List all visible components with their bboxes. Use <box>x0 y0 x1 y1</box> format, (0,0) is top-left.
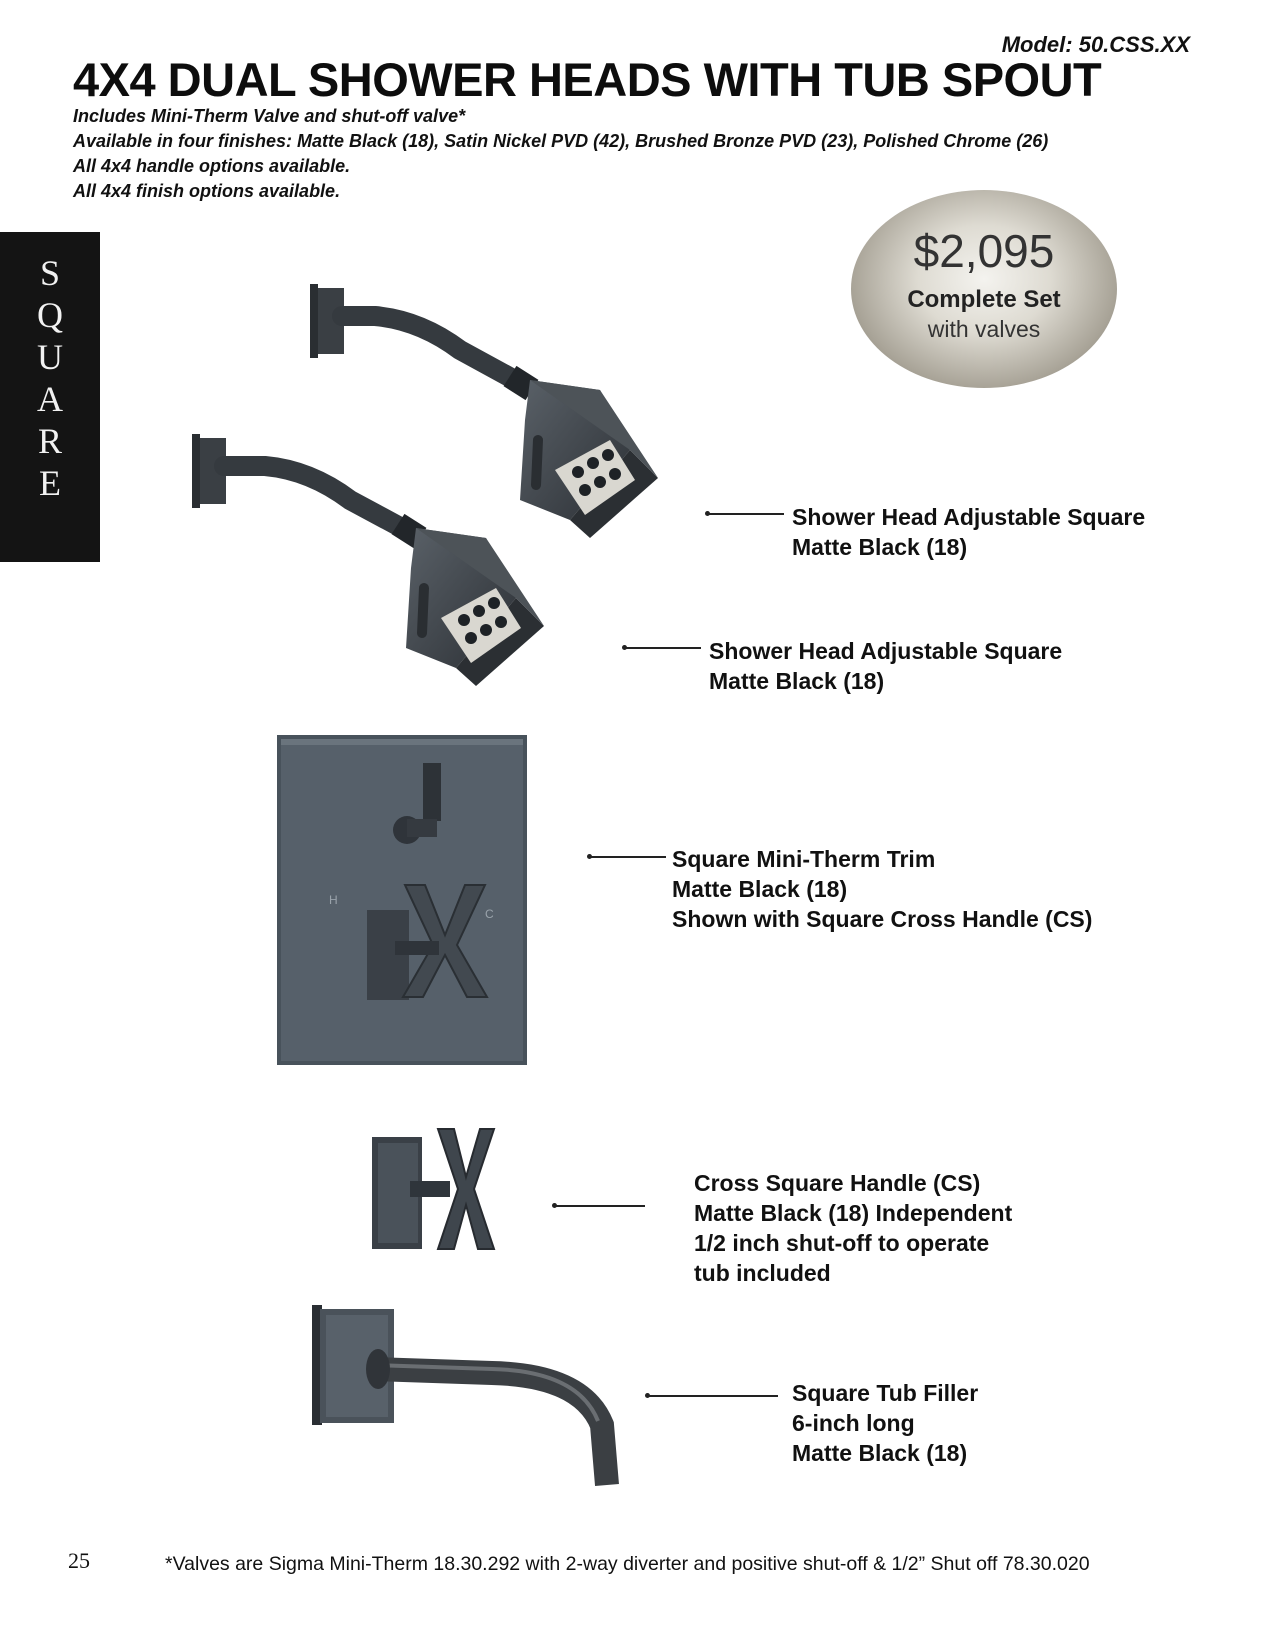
price-subcaption: with valves <box>927 316 1041 342</box>
callout-line: Cross Square Handle (CS) <box>694 1170 981 1196</box>
callout-line: Square Mini-Therm Trim <box>672 846 936 872</box>
callout-shower-head-2 <box>709 636 1062 696</box>
page-number: 25 <box>68 1548 90 1573</box>
cold-mark: C <box>485 907 494 921</box>
callout-leader <box>555 1205 645 1207</box>
mini-therm-trim-image <box>277 735 527 1065</box>
callout-line: Square Tub Filler <box>792 1380 979 1406</box>
callout-cross-handle <box>694 1168 1012 1288</box>
cross-handle-image <box>370 1125 500 1255</box>
section-tab-square <box>0 232 100 562</box>
hot-mark: H <box>329 893 338 907</box>
handle-options-line: All 4x4 handle options available. <box>73 156 351 176</box>
callout-line: Shower Head Adjustable Square <box>792 504 1146 530</box>
callout-line: Matte Black (18) <box>792 534 968 560</box>
sidebar-letter: A <box>37 379 63 419</box>
includes-line: Includes Mini-Therm Valve and shut-off valve* <box>73 106 466 126</box>
callout-line: tub included <box>694 1260 831 1286</box>
model-number: Model: 50.CSS.XX <box>1001 32 1190 57</box>
sidebar-letter: E <box>39 463 61 503</box>
callout-line: Shown with Square Cross Handle (CS) <box>672 906 1093 932</box>
callout-line: 1/2 inch shut-off to operate <box>694 1230 990 1256</box>
callout-line: Shower Head Adjustable Square <box>709 638 1063 664</box>
callout-line: Matte Black (18) <box>792 1440 968 1466</box>
callout-line: 6-inch long <box>792 1410 915 1436</box>
callout-leader <box>648 1395 778 1397</box>
callout-leader <box>625 647 701 649</box>
callout-leader <box>708 513 784 515</box>
shower-heads-image <box>180 280 700 700</box>
tub-spout-image <box>312 1305 622 1505</box>
callout-tub-filler <box>792 1378 978 1468</box>
sidebar-letter: R <box>37 421 62 461</box>
sidebar-letter: U <box>37 337 63 377</box>
callout-shower-head-1 <box>792 502 1145 562</box>
page-title: 4X4 DUAL SHOWER HEADS WITH TUB SPOUT <box>73 53 1102 106</box>
footnote: *Valves are Sigma Mini-Therm 18.30.292 with 2-way diverter and positive shut-off & 1/2” Shut off 78.30.020 <box>165 1553 1090 1575</box>
callout-line: Matte Black (18) Independent <box>694 1200 1013 1226</box>
callout-line: Matte Black (18) <box>672 876 848 902</box>
callout-mini-therm-trim <box>672 844 1092 934</box>
price-caption: Complete Set <box>907 286 1061 313</box>
callout-line: Matte Black (18) <box>709 668 885 694</box>
price-amount: $2,095 <box>913 225 1055 277</box>
callout-leader <box>590 856 666 858</box>
sidebar-letter: S <box>39 253 61 293</box>
finish-options-line: All 4x4 finish options available. <box>73 181 341 201</box>
shower-head-lower <box>192 434 544 686</box>
price-badge <box>851 190 1117 388</box>
sidebar-letter: Q <box>37 295 63 335</box>
finishes-line: Available in four finishes: Matte Black (18), Satin Nickel PVD (42), Brushed Bronze PVD (23), Polished Chrome (26) <box>73 131 1049 151</box>
